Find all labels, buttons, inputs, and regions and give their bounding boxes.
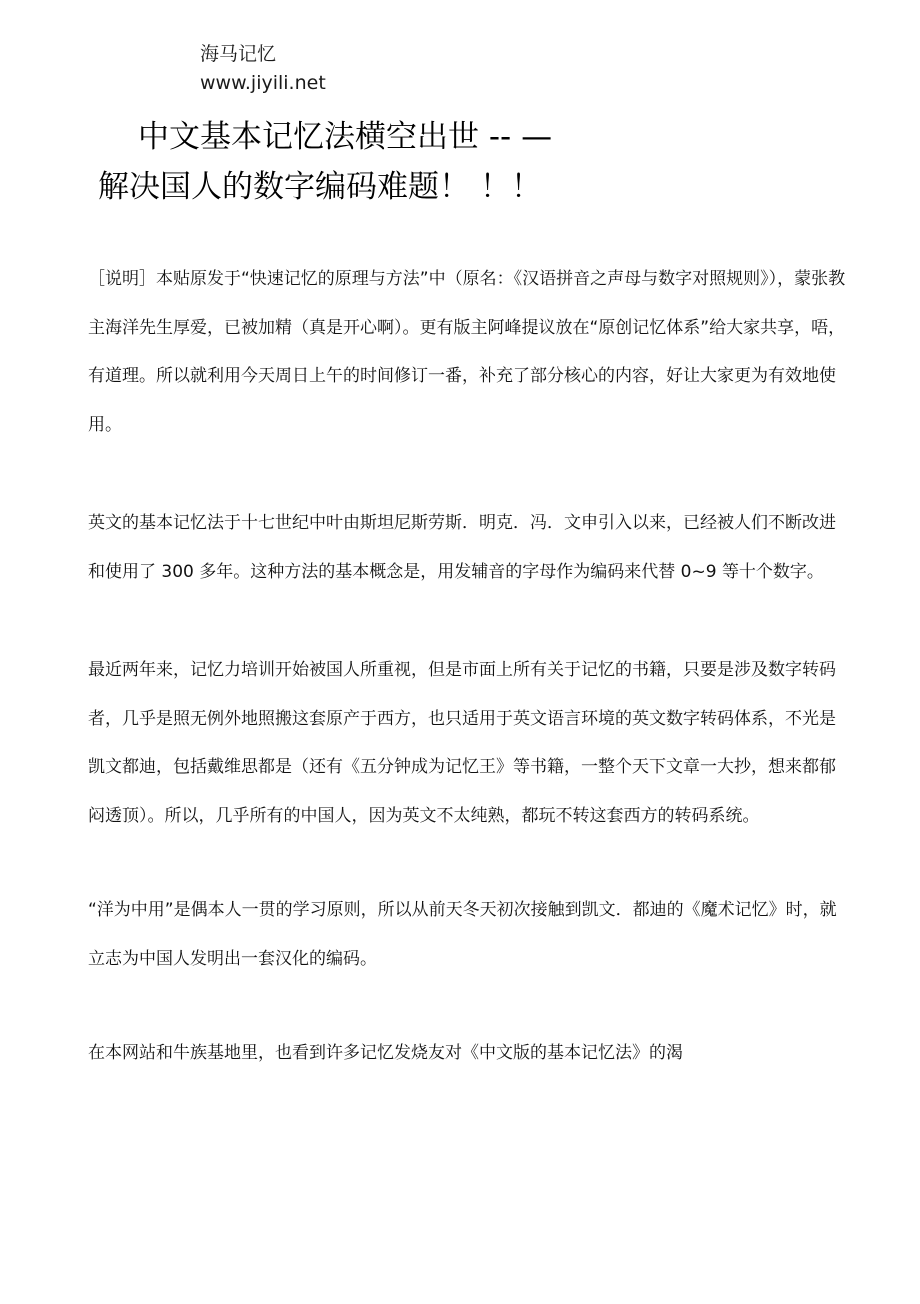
paragraph-continuation: 在本网站和牛族基地里，也看到许多记忆发烧友对《中文版的基本记忆法》的渴 (88, 1043, 683, 1063)
site-brand: 海马记忆 www.jiyili.net (200, 43, 326, 94)
article-body (88, 255, 848, 1078)
paragraph-motivation: “洋为中用”是偶本人一贯的学习原则，所以从前天冬天初次接触到凯文．都迪的《魔术记忆》时，就立志为中国人发明出一套汉化的编码。 (88, 900, 837, 969)
paragraph-note: ［说明］本贴原发于“快速记忆的原理与方法”中（原名：《汉语拼音之声母与数字对照规则》），蒙张教主海洋先生厚爱，已被加精（真是开心啊）。更有版主阿峰提议放在“原创记忆体系”给大家共享，唔，有道理。所以就利用今天周日上午的时间修订一番，补充了部分核心的内容，好让大家更为有效地使用。 (88, 269, 846, 435)
paragraph-history: 英文的基本记忆法于十七世纪中叶由斯坦尼斯劳斯．明克．冯．文申引入以来，已经被人们不断改进和使用了 300 多年。这种方法的基本概念是，用发辅音的字母作为编码来代替 0~9 等十个数字。 (88, 513, 836, 582)
document-title (98, 112, 718, 212)
title-line-1: 中文基本记忆法横空出世 -- — (138, 119, 553, 155)
title-line-2: 解决国人的数字编码难题！ ！！ (98, 169, 542, 205)
paragraph-background: 最近两年来，记忆力培训开始被国人所重视，但是市面上所有关于记忆的书籍，只要是涉及数字转码者，几乎是照无例外地照搬这套原产于西方，也只适用于英文语言环境的英文数字转码体系，不光是凯文都迪，包括戴维思都是（还有《五分钟成为记忆王》等书籍，一整个天下文章一大抄，想来都郁闷透顶）。所以，几乎所有的中国人，因为英文不太纯熟，都玩不转这套西方的转码系统。 (88, 660, 836, 826)
